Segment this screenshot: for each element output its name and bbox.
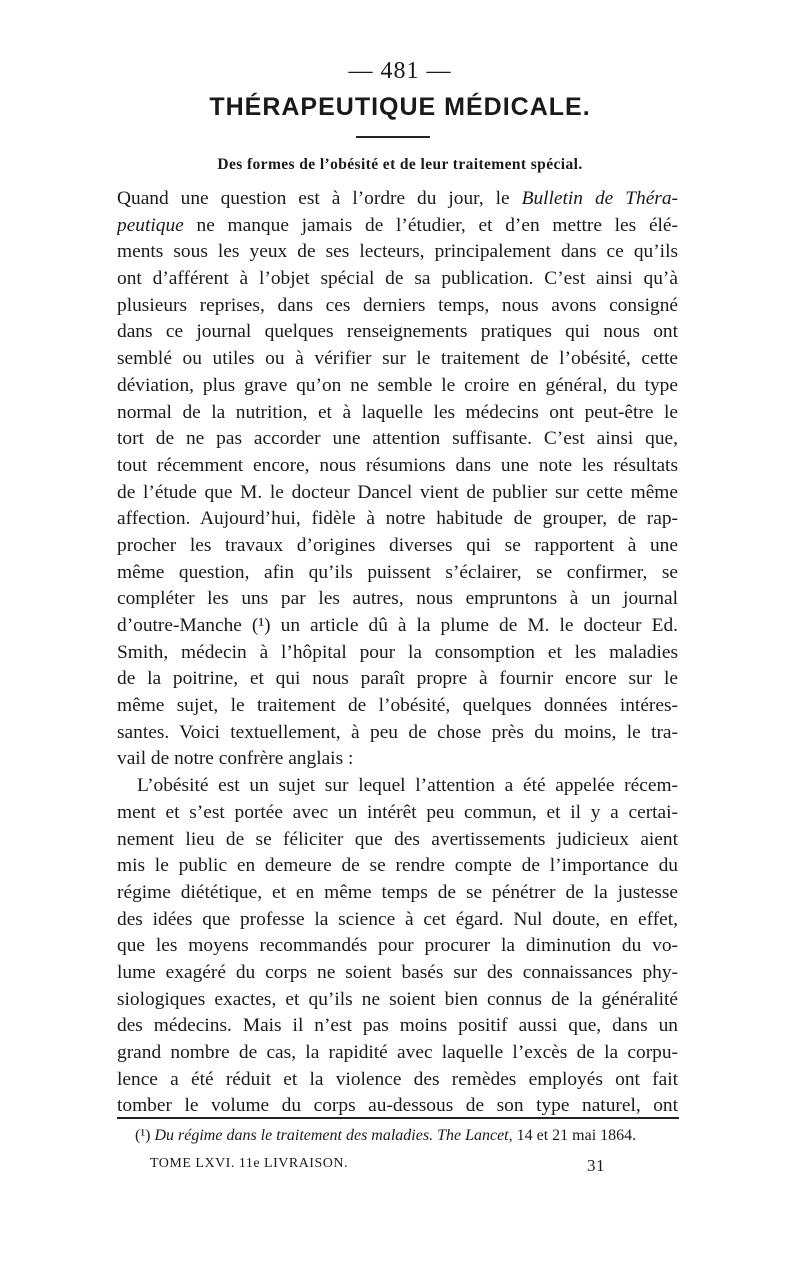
body-line: de la poitrine, et qui nous paraît propre à fournir encore sur le xyxy=(117,668,678,690)
body-line: santes. Voici textuellement, à peu de chose près du moins, le tra- xyxy=(117,721,678,743)
body-line: d’outre-Manche (¹) un article dû à la plume de M. le docteur Ed. xyxy=(117,615,678,636)
body-line: tort de ne pas accorder une attention suffisante. C’est ainsi que, xyxy=(117,428,678,450)
body-line: Quand une question est à l’ordre du jour, le Bulletin de Théra- xyxy=(117,188,678,209)
body-line: des médecins. Mais il n’est pas moins positif aussi que, dans un xyxy=(117,1015,678,1037)
page-number: — 481 — xyxy=(348,58,452,84)
body-line: régime diététique, et en même temps de se pénétrer de la justesse xyxy=(117,881,678,903)
body-line: semblé ou utiles ou à vérifier sur le traitement de l’obésité, cette xyxy=(117,348,678,370)
footnote-rule xyxy=(117,1117,679,1119)
body-line: normal de la nutrition, et à laquelle les médecins ont peut-être le xyxy=(117,401,678,423)
body-line: procher les travaux d’origines diverses qui se rapportent à une xyxy=(117,534,678,556)
printer-signature xyxy=(150,1156,605,1175)
body-line: L’obésité est un sujet sur lequel l’attention a été appelée récem- xyxy=(137,775,678,797)
body-line: lence a été réduit et la violence des remèdes employés ont fait xyxy=(117,1068,678,1090)
body-line: grand nombre de cas, la rapidité avec laquelle l’excès de la corpu- xyxy=(117,1042,678,1063)
body-line: ment et s’est portée avec un intérêt peu commun, et il y a certai- xyxy=(117,801,678,823)
body-line: mis le public en demeure de se rendre compte de l’importance du xyxy=(117,855,678,877)
footnote-marker: (¹) xyxy=(135,1127,151,1144)
body-line: lume exagéré du corps ne soient basés sur des connaissances phy- xyxy=(117,961,678,983)
body-line: ont d’afférent à l’objet spécial de sa publication. C’est ainsi qu’à xyxy=(117,268,678,290)
footnote xyxy=(135,1127,680,1145)
article-body xyxy=(117,186,678,1120)
body-line: de l’étude que M. le docteur Dancel vient de publier sur cette même xyxy=(117,481,678,503)
footnote-date: 14 et 21 mai 1864. xyxy=(516,1127,637,1144)
body-line: compléter les uns par les autres, nous empruntons à un journal xyxy=(117,588,678,610)
body-line: affection. Aujourd’hui, fidèle à notre habitude de grouper, de rap- xyxy=(117,508,678,530)
section-title: THÉRAPEUTIQUE MÉDICALE. xyxy=(209,93,591,121)
body-line: plusieurs reprises, dans ces derniers temps, nous avons consigné xyxy=(117,294,678,316)
body-line: vail de notre confrère anglais : xyxy=(117,748,354,770)
body-line: nement lieu de se féliciter que des avertissements judicieux aient xyxy=(117,828,678,850)
body-line: tomber le volume du corps au-dessous de son type naturel, ont xyxy=(117,1095,678,1117)
signature-text: TOME LXVI. 11e LIVRAISON. xyxy=(150,1156,348,1171)
footnote-title: Du régime dans le traitement des maladies. The Lancet, xyxy=(154,1127,513,1144)
body-line: Smith, médecin à l’hôpital pour la consomption et les maladies xyxy=(117,641,678,663)
body-line: dans ce journal quelques renseignements pratiques qui nous ont xyxy=(117,321,678,343)
body-line: même sujet, le traitement de l’obésité, quelques données intéres- xyxy=(117,695,678,717)
title-rule xyxy=(356,136,430,138)
article-title: Des formes de l’obésité et de leur traitement spécial. xyxy=(217,156,583,173)
body-line: tout récemment encore, nous résumions dans une note les résultats xyxy=(117,454,678,476)
body-line: des idées que professe la science à cet égard. Nul doute, en effet, xyxy=(117,908,678,930)
body-line: déviation, plus grave qu’on ne semble le croire en général, du type xyxy=(117,374,678,396)
body-line: ments sous les yeux de ses lecteurs, principalement dans ce qu’ils xyxy=(117,241,678,263)
body-line: peutique ne manque jamais de l’étudier, et d’en mettre les élé- xyxy=(117,214,678,236)
body-line: que les moyens recommandés pour procurer la diminution du vo- xyxy=(117,935,678,957)
signature-number: 31 xyxy=(587,1156,605,1175)
body-line: même question, afin qu’ils puissent s’éclairer, se confirmer, se xyxy=(117,561,678,583)
body-line: siologiques exactes, et qu’ils ne soient bien connus de la généralité xyxy=(117,988,678,1010)
